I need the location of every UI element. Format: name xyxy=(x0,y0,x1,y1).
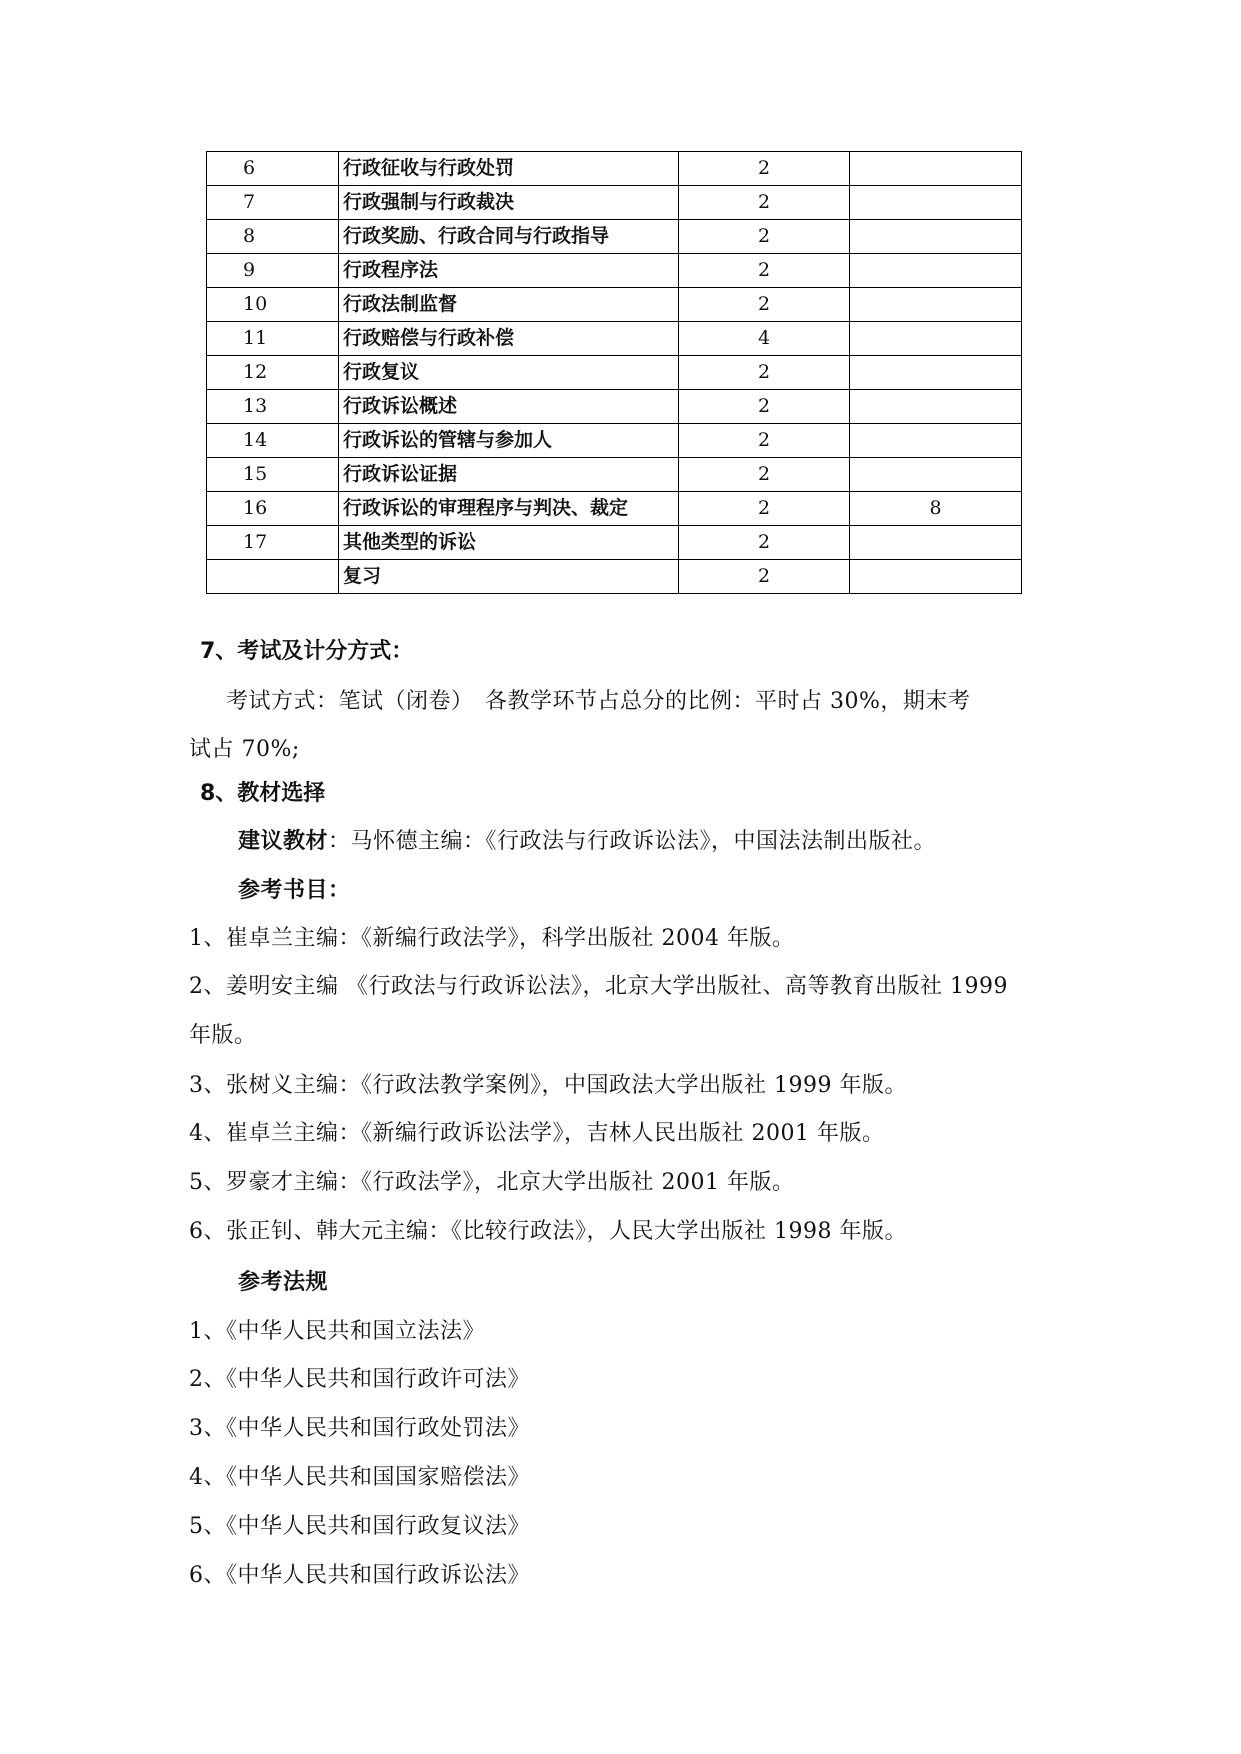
row-extra-cell: 8 xyxy=(850,492,1022,526)
row-number-cell: 14 xyxy=(207,424,339,458)
row-hours-cell: 4 xyxy=(679,322,850,356)
row-topic-cell: 行政诉讼概述 xyxy=(339,390,679,424)
row-topic-cell: 行政法制监督 xyxy=(339,288,679,322)
row-number-cell xyxy=(207,560,339,594)
row-topic-cell: 行政赔偿与行政补偿 xyxy=(339,322,679,356)
row-extra-cell xyxy=(850,254,1022,288)
table-row xyxy=(207,356,1022,390)
suggested-textbook xyxy=(238,824,936,855)
laws-label: 参考法规 xyxy=(238,1270,329,1295)
table-row xyxy=(207,152,1022,186)
table-row xyxy=(207,254,1022,288)
row-extra-cell xyxy=(850,220,1022,254)
table-row xyxy=(207,424,1022,458)
row-hours-cell: 2 xyxy=(679,526,850,560)
row-extra-cell xyxy=(850,288,1022,322)
textbook-heading: 8、教材选择 xyxy=(200,781,326,806)
law-item: 4、《中华人民共和国国家赔偿法》 xyxy=(189,1465,530,1490)
row-hours-cell: 2 xyxy=(679,390,850,424)
row-hours-cell: 2 xyxy=(679,560,850,594)
exam-method-line1: 考试方式：笔试（闭卷） 各教学环节占总分的比例：平时占 30%，期末考 xyxy=(226,689,971,714)
row-hours-cell: 2 xyxy=(679,424,850,458)
row-number-cell: 6 xyxy=(207,152,339,186)
law-item: 6、《中华人民共和国行政诉讼法》 xyxy=(189,1563,530,1588)
row-topic-cell: 行政奖励、行政合同与行政指导 xyxy=(339,220,679,254)
row-number-cell: 13 xyxy=(207,390,339,424)
table-row xyxy=(207,458,1022,492)
suggested-textbook-label: 建议教材 xyxy=(238,829,329,854)
row-hours-cell: 2 xyxy=(679,288,850,322)
table-row xyxy=(207,186,1022,220)
reference-item: 4、崔卓兰主编：《新编行政诉讼法学》，吉林人民出版社 2001 年版。 xyxy=(189,1121,885,1146)
reference-item: 年版。 xyxy=(189,1023,257,1048)
law-item: 5、《中华人民共和国行政复议法》 xyxy=(189,1514,530,1539)
reference-item: 3、张树义主编：《行政法教学案例》，中国政法大学出版社 1999 年版。 xyxy=(189,1073,907,1098)
reference-item: 2、姜明安主编 《行政法与行政诉讼法》，北京大学出版社、高等教育出版社 1999 xyxy=(189,974,1008,999)
row-hours-cell: 2 xyxy=(679,254,850,288)
row-extra-cell xyxy=(850,560,1022,594)
course-schedule-table xyxy=(206,151,1022,594)
row-hours-cell: 2 xyxy=(679,492,850,526)
law-item: 1、《中华人民共和国立法法》 xyxy=(189,1319,485,1344)
row-topic-cell: 其他类型的诉讼 xyxy=(339,526,679,560)
law-item: 3、《中华人民共和国行政处罚法》 xyxy=(189,1416,530,1441)
row-hours-cell: 2 xyxy=(679,458,850,492)
row-extra-cell xyxy=(850,356,1022,390)
row-topic-cell: 行政复议 xyxy=(339,356,679,390)
suggested-textbook-text: ：马怀德主编：《行政法与行政诉讼法》，中国法法制出版社。 xyxy=(328,829,937,854)
row-number-cell: 17 xyxy=(207,526,339,560)
row-number-cell: 7 xyxy=(207,186,339,220)
exam-heading: 7、考试及计分方式： xyxy=(200,639,414,664)
row-number-cell: 11 xyxy=(207,322,339,356)
row-extra-cell xyxy=(850,152,1022,186)
schedule-table-body xyxy=(207,152,1022,594)
row-topic-cell: 行政诉讼证据 xyxy=(339,458,679,492)
table-row xyxy=(207,560,1022,594)
row-extra-cell xyxy=(850,390,1022,424)
row-extra-cell xyxy=(850,424,1022,458)
reference-item: 5、罗豪才主编：《行政法学》，北京大学出版社 2001 年版。 xyxy=(189,1170,795,1195)
reference-item: 6、张正钊、韩大元主编：《比较行政法》，人民大学出版社 1998 年版。 xyxy=(189,1219,907,1244)
row-hours-cell: 2 xyxy=(679,152,850,186)
row-topic-cell: 复习 xyxy=(339,560,679,594)
row-extra-cell xyxy=(850,458,1022,492)
row-extra-cell xyxy=(850,186,1022,220)
row-number-cell: 15 xyxy=(207,458,339,492)
row-number-cell: 10 xyxy=(207,288,339,322)
row-topic-cell: 行政程序法 xyxy=(339,254,679,288)
table-row xyxy=(207,322,1022,356)
references-label: 参考书目： xyxy=(238,878,351,903)
row-hours-cell: 2 xyxy=(679,186,850,220)
row-topic-cell: 行政诉讼的审理程序与判决、裁定 xyxy=(339,492,679,526)
table-row xyxy=(207,390,1022,424)
reference-item: 1、崔卓兰主编：《新编行政法学》，科学出版社 2004 年版。 xyxy=(189,926,795,951)
row-topic-cell: 行政强制与行政裁决 xyxy=(339,186,679,220)
row-extra-cell xyxy=(850,322,1022,356)
table-row xyxy=(207,220,1022,254)
row-topic-cell: 行政征收与行政处罚 xyxy=(339,152,679,186)
row-number-cell: 16 xyxy=(207,492,339,526)
law-item: 2、《中华人民共和国行政许可法》 xyxy=(189,1367,530,1392)
row-hours-cell: 2 xyxy=(679,220,850,254)
row-extra-cell xyxy=(850,526,1022,560)
row-number-cell: 8 xyxy=(207,220,339,254)
row-hours-cell: 2 xyxy=(679,356,850,390)
table-row xyxy=(207,492,1022,526)
row-number-cell: 9 xyxy=(207,254,339,288)
row-number-cell: 12 xyxy=(207,356,339,390)
row-topic-cell: 行政诉讼的管辖与参加人 xyxy=(339,424,679,458)
exam-method-line2: 试占 70%; xyxy=(189,737,300,762)
table-row xyxy=(207,526,1022,560)
table-row xyxy=(207,288,1022,322)
